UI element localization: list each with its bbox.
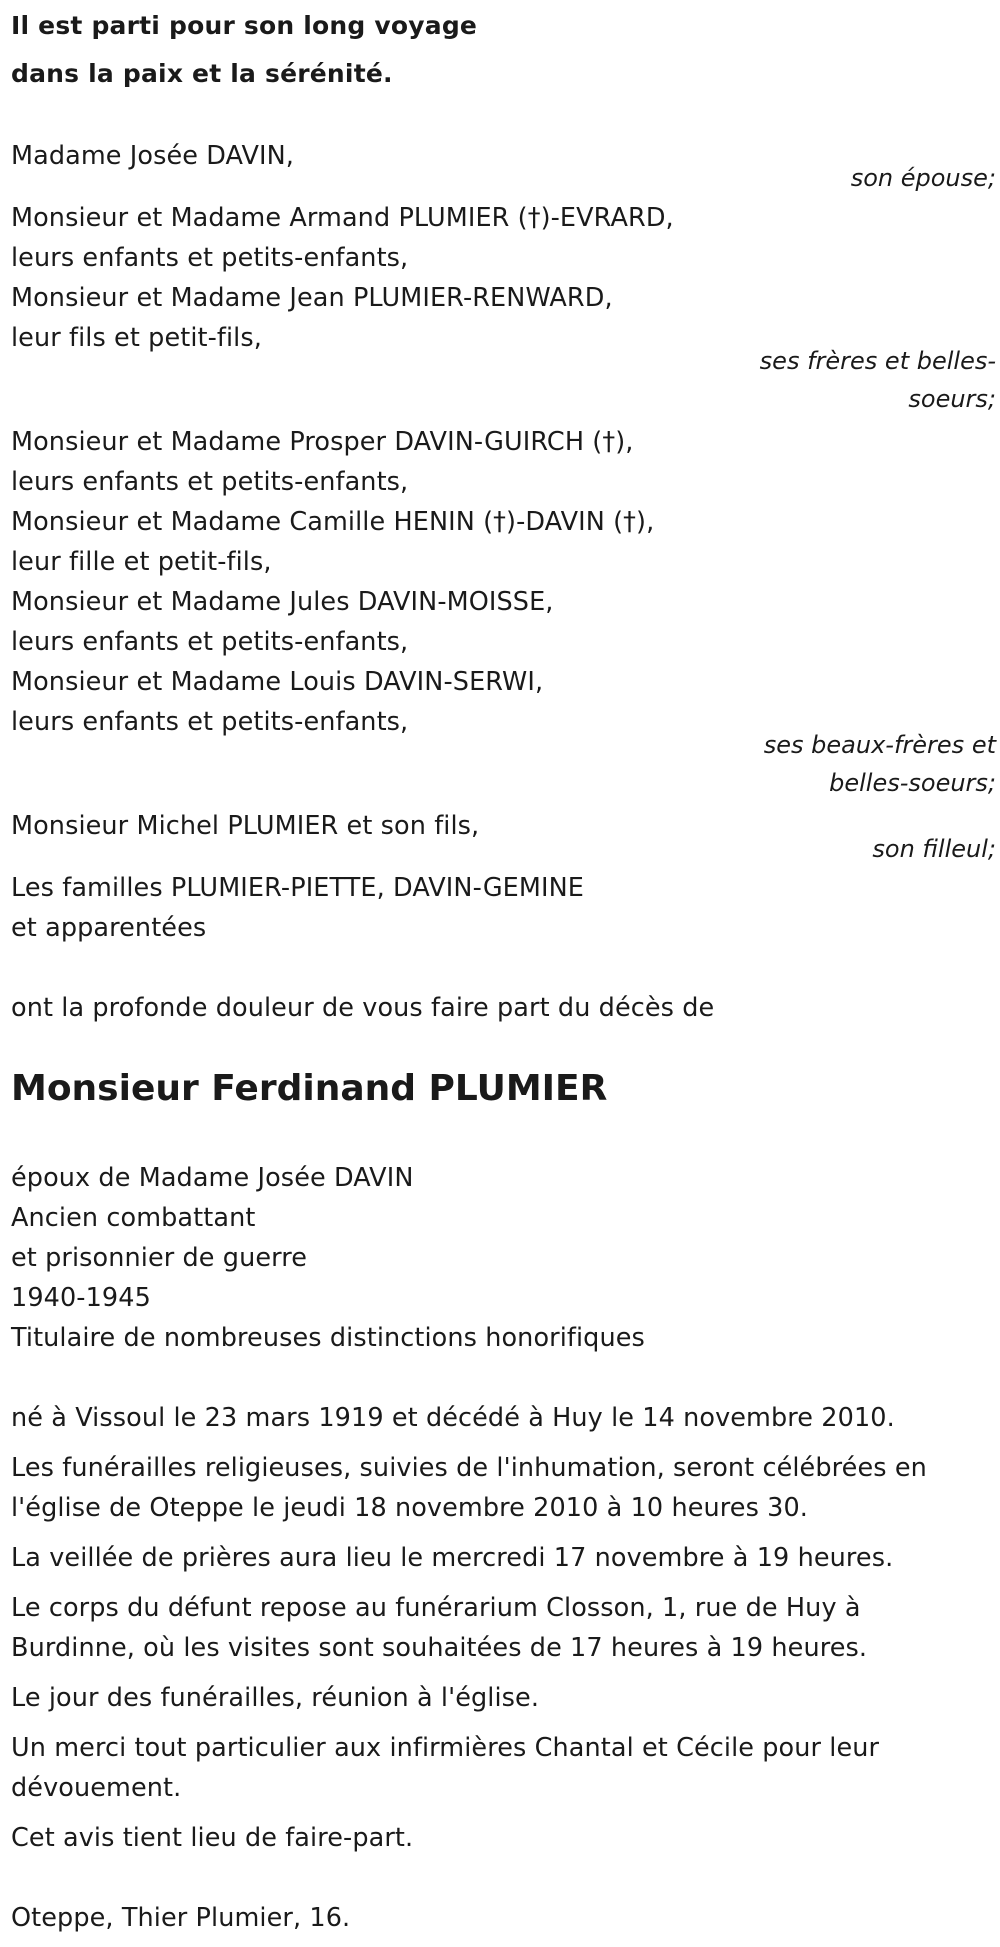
detail-line: et prisonnier de guerre (11, 1243, 308, 1273)
in-law-line: leurs enfants et petits-enfants, (11, 467, 409, 497)
families-line: et apparentées (11, 913, 207, 943)
detail-line: Titulaire de nombreuses distinctions honorifiques (11, 1323, 645, 1353)
address: Oteppe, Thier Plumier, 16. (11, 1903, 351, 1933)
sibling-line: leur fils et petit-fils, (11, 323, 262, 353)
in-law-line: Monsieur et Madame Jules DAVIN-MOISSE, (11, 587, 554, 617)
thanks-paragraph: Un merci tout particulier aux infirmières Chantal et Cécile pour leur dévouement. (11, 1733, 880, 1803)
birth-death-paragraph: né à Vissoul le 23 mars 1919 et décédé à Huy le 14 novembre 2010. (11, 1403, 895, 1433)
families-line: Les familles PLUMIER-PIETTE, DAVIN-GEMINE (11, 873, 585, 903)
deceased-name: Monsieur Ferdinand PLUMIER (11, 1068, 608, 1109)
detail-line: 1940-1945 (11, 1283, 151, 1313)
funerarium-paragraph: Le corps du défunt repose au funérarium Closson, 1, rue de Huy à Burdinne, où les visites sont souhaitées de 17 heures à 19 heures. (11, 1593, 868, 1663)
in-law-line: Monsieur et Madame Prosper DAVIN-GUIRCH (†), (11, 427, 634, 457)
sibling-line: Monsieur et Madame Jean PLUMIER-RENWARD, (11, 283, 613, 313)
meeting-paragraph: Le jour des funérailles, réunion à l'église. (11, 1683, 540, 1713)
sibling-line: Monsieur et Madame Armand PLUMIER (†)-EVRARD, (11, 203, 674, 233)
in-law-line: leurs enfants et petits-enfants, (11, 627, 409, 657)
epitaph-line-1: Il est parti pour son long voyage (11, 11, 478, 40)
spouse-name: Madame Josée DAVIN, (11, 141, 295, 171)
sibling-line: leurs enfants et petits-enfants, (11, 243, 409, 273)
in-law-line: leurs enfants et petits-enfants, (11, 707, 409, 737)
in-law-line: leur fille et petit-fils, (11, 547, 272, 577)
siblings-relation: ses frères et belles-soeurs; (759, 347, 996, 413)
notice-paragraph: Cet avis tient lieu de faire-part. (11, 1823, 414, 1853)
in-laws-relation: ses beaux-frères et belles-soeurs; (763, 731, 996, 797)
godson-name: Monsieur Michel PLUMIER et son fils, (11, 811, 480, 841)
detail-line: époux de Madame Josée DAVIN (11, 1163, 414, 1193)
detail-line: Ancien combattant (11, 1203, 256, 1233)
in-law-line: Monsieur et Madame Louis DAVIN-SERWI, (11, 667, 544, 697)
spouse-relation: son épouse; (850, 164, 996, 192)
vigil-paragraph: La veillée de prières aura lieu le mercredi 17 novembre à 19 heures. (11, 1543, 894, 1573)
funeral-paragraph: Les funérailles religieuses, suivies de l'inhumation, seront célébrées en l'église de Oteppe le jeudi 18 novembre 2010 à 10 heures 30. (11, 1453, 927, 1523)
announcement-text: ont la profonde douleur de vous faire part du décès de (11, 993, 715, 1023)
in-law-line: Monsieur et Madame Camille HENIN (†)-DAVIN (†), (11, 507, 655, 537)
godson-relation: son filleul; (872, 835, 996, 863)
epitaph-line-2: dans la paix et la sérénité. (11, 59, 393, 88)
